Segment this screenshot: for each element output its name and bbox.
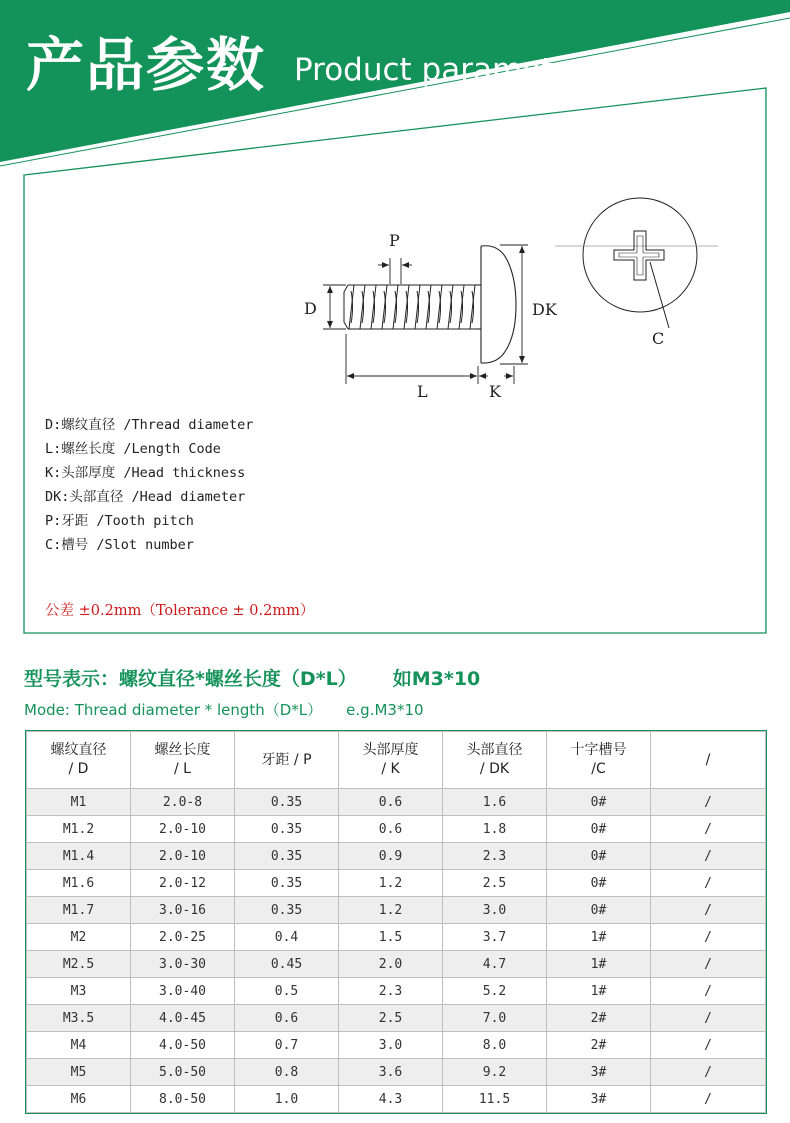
table-row	[27, 1059, 766, 1086]
table-cell: 3#	[547, 1086, 651, 1113]
table-cell: /	[651, 1005, 766, 1032]
table-row	[27, 897, 766, 924]
table-cell: /	[651, 924, 766, 951]
legend-item-d: D:螺纹直径 /Thread diameter	[45, 417, 254, 433]
table-cell: /	[651, 951, 766, 978]
table-header-row	[27, 732, 766, 789]
table-cell: 0#	[547, 843, 651, 870]
table-cell: 7.0	[443, 1005, 547, 1032]
table-cell: M5	[27, 1059, 131, 1086]
tolerance-note: 公差 ±0.2mm（Tolerance ± 0.2mm）	[45, 603, 315, 619]
table-row	[27, 951, 766, 978]
table-cell: 8.0	[443, 1032, 547, 1059]
table-cell: /	[651, 1059, 766, 1086]
table-cell: 0.6	[339, 816, 443, 843]
table-cell: 1.2	[339, 897, 443, 924]
table-cell: 0.35	[235, 816, 339, 843]
screw-thread	[344, 285, 480, 329]
dimension-dk	[500, 245, 528, 364]
label-l: L	[417, 382, 428, 401]
table-cell: 0.5	[235, 978, 339, 1005]
table-cell: 8.0-50	[131, 1086, 235, 1113]
label-c: C	[652, 329, 665, 348]
table-row	[27, 816, 766, 843]
table-cell: 2.5	[443, 870, 547, 897]
table-cell: 5.0-50	[131, 1059, 235, 1086]
parameter-legend	[45, 413, 253, 557]
label-dk: DK	[532, 300, 557, 319]
table-cell: M3.5	[27, 1005, 131, 1032]
table-cell: 0#	[547, 816, 651, 843]
header-slot-number: 十字槽号 /C	[547, 732, 651, 789]
label-d: D	[304, 299, 317, 318]
table-row	[27, 1005, 766, 1032]
table-cell: M4	[27, 1032, 131, 1059]
table-cell: 4.3	[339, 1086, 443, 1113]
table-cell: 0#	[547, 870, 651, 897]
table-cell: 0.8	[235, 1059, 339, 1086]
header-head-thickness: 头部厚度 / K	[339, 732, 443, 789]
table-cell: 1.2	[339, 870, 443, 897]
table-row	[27, 1086, 766, 1113]
spec-table	[26, 731, 766, 1113]
table-cell: 2.0-8	[131, 789, 235, 816]
table-cell: /	[651, 897, 766, 924]
page-title-en: Product parameters	[294, 52, 602, 88]
table-cell: /	[651, 1032, 766, 1059]
table-cell: M1.4	[27, 843, 131, 870]
table-cell: M2.5	[27, 951, 131, 978]
table-cell: 1.0	[235, 1086, 339, 1113]
table-cell: 0.6	[339, 789, 443, 816]
header-head-diameter: 头部直径 / DK	[443, 732, 547, 789]
label-k: K	[489, 382, 501, 401]
table-cell: 0.4	[235, 924, 339, 951]
table-cell: 1.5	[339, 924, 443, 951]
table-cell: 2.0-25	[131, 924, 235, 951]
table-row	[27, 978, 766, 1005]
table-cell: 3.0-40	[131, 978, 235, 1005]
model-example-en: e.g.M3*10	[346, 701, 424, 719]
table-cell: 2.3	[339, 978, 443, 1005]
table-cell: 1.8	[443, 816, 547, 843]
legend-item-dk: DK:头部直径 /Head diameter	[45, 489, 246, 505]
table-cell: 0.35	[235, 789, 339, 816]
table-cell: M3	[27, 978, 131, 1005]
table-cell: M1.2	[27, 816, 131, 843]
dimension-p	[378, 258, 412, 284]
model-example-cn: 如M3*10	[392, 668, 481, 690]
table-cell: 3.0	[339, 1032, 443, 1059]
table-cell: 4.7	[443, 951, 547, 978]
model-notation-cn	[24, 664, 480, 691]
model-notation-cn-text: 型号表示：螺纹直径*螺丝长度（D*L）	[24, 668, 357, 690]
table-cell: 5.2	[443, 978, 547, 1005]
table-cell: 1#	[547, 924, 651, 951]
table-cell: 2.0-10	[131, 816, 235, 843]
model-notation-en	[24, 699, 424, 720]
table-cell: 2.0	[339, 951, 443, 978]
table-row	[27, 924, 766, 951]
table-cell: M1	[27, 789, 131, 816]
page-title-cn: 产品参数	[26, 31, 267, 99]
dimension-l-k	[346, 334, 514, 384]
screw-top-view	[555, 198, 718, 328]
table-cell: 2.5	[339, 1005, 443, 1032]
table-cell: 0#	[547, 897, 651, 924]
table-cell: 0.45	[235, 951, 339, 978]
table-cell: 3.0-16	[131, 897, 235, 924]
model-notation-en-text: Mode: Thread diameter * length（D*L）	[24, 701, 323, 719]
table-cell: M1.6	[27, 870, 131, 897]
table-cell: /	[651, 1086, 766, 1113]
table-cell: M2	[27, 924, 131, 951]
table-cell: 2.3	[443, 843, 547, 870]
table-row	[27, 870, 766, 897]
legend-item-k: K:头部厚度 /Head thickness	[45, 465, 246, 481]
table-cell: 2.0-10	[131, 843, 235, 870]
table-cell: 2#	[547, 1032, 651, 1059]
table-cell: 4.0-45	[131, 1005, 235, 1032]
table-cell: 3.0	[443, 897, 547, 924]
table-cell: 1.6	[443, 789, 547, 816]
table-cell: 0.7	[235, 1032, 339, 1059]
table-cell: M1.7	[27, 897, 131, 924]
table-cell: 3.6	[339, 1059, 443, 1086]
table-cell: /	[651, 789, 766, 816]
table-cell: 11.5	[443, 1086, 547, 1113]
screw-head	[476, 246, 516, 363]
table-cell: 2.0-12	[131, 870, 235, 897]
table-cell: 3.0-30	[131, 951, 235, 978]
table-cell: /	[651, 978, 766, 1005]
header-thread-diameter: 螺纹直径 / D	[27, 732, 131, 789]
table-cell: 3#	[547, 1059, 651, 1086]
header-slash: /	[651, 732, 766, 789]
table-cell: 0.35	[235, 870, 339, 897]
table-cell: 4.0-50	[131, 1032, 235, 1059]
table-cell: 3.7	[443, 924, 547, 951]
legend-item-p: P:牙距 /Tooth pitch	[45, 513, 194, 529]
dimension-d	[323, 285, 346, 329]
table-row	[27, 1032, 766, 1059]
table-row	[27, 789, 766, 816]
table-cell: 1#	[547, 978, 651, 1005]
legend-item-c: C:槽号 /Slot number	[45, 537, 194, 553]
table-cell: 0.9	[339, 843, 443, 870]
table-cell: /	[651, 843, 766, 870]
table-cell: 1#	[547, 951, 651, 978]
table-cell: 9.2	[443, 1059, 547, 1086]
table-cell: 0#	[547, 789, 651, 816]
table-row	[27, 843, 766, 870]
table-cell: M6	[27, 1086, 131, 1113]
table-cell: 2#	[547, 1005, 651, 1032]
header-length: 螺丝长度 / L	[131, 732, 235, 789]
label-p: P	[389, 231, 400, 250]
table-cell: 0.6	[235, 1005, 339, 1032]
legend-item-l: L:螺丝长度 /Length Code	[45, 441, 221, 457]
header-pitch: 牙距 / P	[235, 732, 339, 789]
table-cell: /	[651, 816, 766, 843]
table-cell: 0.35	[235, 897, 339, 924]
table-cell: /	[651, 870, 766, 897]
table-cell: 0.35	[235, 843, 339, 870]
